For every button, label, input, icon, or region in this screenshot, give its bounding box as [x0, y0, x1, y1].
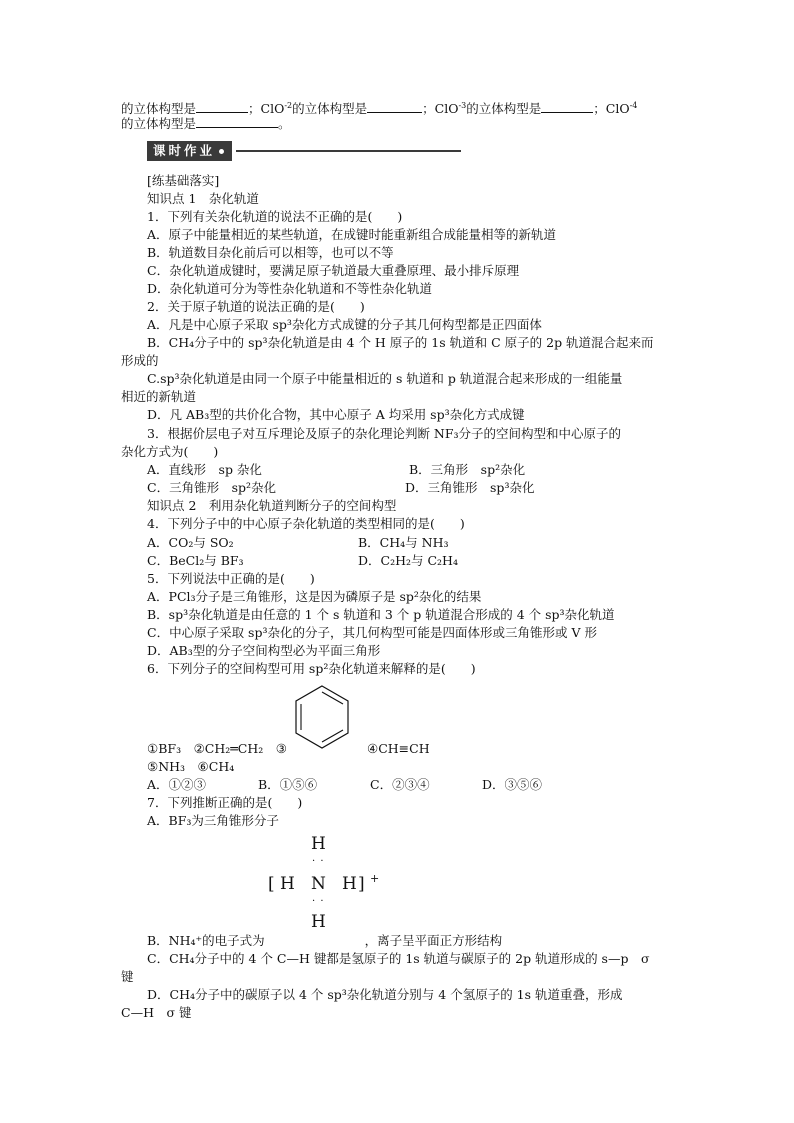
banner-tag [147, 141, 232, 161]
atom-h-bottom: H [311, 912, 326, 932]
q2-option-c-cont: 相近的新轨道 [121, 389, 197, 404]
superscript: -2 [284, 101, 293, 110]
q7-option-c-cont: 键 [121, 969, 134, 984]
q5-stem: 5．下列说法中正确的是( ) [147, 571, 315, 586]
text: 的立体构型是 [292, 101, 368, 117]
q2-option-a[interactable]: A．凡是中心原子采取 sp³杂化方式成键的分子其几何构型都是正四面体 [147, 317, 542, 332]
charge: + [370, 872, 381, 885]
q6-stem: 6．下列分子的空间构型可用 sp²杂化轨道来解释的是( ) [147, 661, 476, 676]
electron-pair: · · [312, 896, 325, 907]
q3-stem: 3．根据价层电子对互斥理论及原子的杂化理论判断 NF₃分子的空间构型和中心原子的 [147, 426, 622, 441]
q1-option-b[interactable]: B．轨道数目杂化前后可以相等，也可以不等 [147, 245, 394, 260]
atom-h-left: H [280, 874, 295, 894]
q1-option-d[interactable]: D．杂化轨道可分为等性杂化轨道和不等性杂化轨道 [147, 281, 433, 296]
text: 的立体构型是 [121, 116, 197, 131]
electron-pair: · · [312, 856, 325, 867]
q7-option-b[interactable]: B．NH₄⁺的电子式为 ，离子呈平面正方形结构 [147, 933, 503, 948]
atom-n-center: N [311, 874, 326, 894]
knowledge-point-1: 知识点 1 杂化轨道 [147, 191, 259, 206]
q5-option-d[interactable]: D．AB₃型的分子空间构型必为平面三角形 [147, 643, 381, 658]
q4-option-d[interactable]: D．C₂H₂与 C₂H₄ [358, 553, 458, 568]
q7-option-d-cont: C—H σ 键 [121, 1005, 192, 1020]
q3-stem-cont: 杂化方式为( ) [121, 444, 219, 459]
atom-h-top: H [311, 834, 326, 854]
q2-option-b-cont: 形成的 [121, 353, 159, 368]
q3-option-b[interactable]: B．三角形 sp²杂化 [409, 462, 526, 477]
text: ；ClO [593, 101, 630, 117]
q5-option-c[interactable]: C．中心原子采取 sp³杂化的分子，其几何构型可能是四面体形或三角锥形或 V 形 [147, 625, 597, 640]
superscript: -3 [458, 101, 467, 110]
section-banner [147, 141, 461, 161]
top-line-2 [121, 115, 681, 133]
q1-option-a[interactable]: A．原子中能量相近的某些轨道，在成键时能重新组合成能量相等的新轨道 [147, 227, 557, 242]
bracket-right: ] [358, 874, 365, 894]
nh4-lewis-structure [262, 834, 392, 934]
bracket-left: [ [268, 874, 275, 894]
q6-item-4: ④CH≡CH [367, 741, 430, 756]
benzene-ring-diagram [293, 684, 351, 754]
q6-option-a[interactable]: A．①②③ [147, 777, 207, 792]
q6-option-b[interactable]: B．①⑤⑥ [258, 777, 318, 792]
q6-items-line-2: ⑤NH₃ ⑥CH₄ [147, 759, 235, 774]
banner-rule [236, 150, 461, 152]
q2-option-c[interactable]: C.sp³杂化轨道是由同一个原子中能量相近的 s 轨道和 p 轨道混合起来形成的一组能量 [147, 371, 623, 386]
atom-h-right: H [342, 874, 357, 894]
text: 的立体构型是 [466, 101, 542, 117]
q2-option-b[interactable]: B．CH₄分子中的 sp³杂化轨道是由 4 个 H 原子的 1s 轨道和 C 原子的 2p 轨道混合起来而 [147, 335, 654, 350]
section-title: [练基础落实] [147, 173, 220, 188]
q3-option-d[interactable]: D．三角锥形 sp³杂化 [405, 480, 535, 495]
answer-blank[interactable] [196, 115, 278, 128]
q7-option-a[interactable]: A．BF₃为三角锥形分子 [147, 813, 279, 828]
q2-option-d[interactable]: D．凡 AB₃型的共价化合物，其中心原子 A 均采用 sp³杂化方式成键 [147, 407, 525, 422]
text: 。 [278, 116, 291, 131]
q7-option-c[interactable]: C．CH₄分子中的 4 个 C—H 键都是氢原子的 1s 轨道与碳原子的 2p 轨道形成的 s—p σ [147, 951, 650, 966]
q4-option-c[interactable]: C．BeCl₂与 BF₃ [147, 553, 244, 568]
text: ；ClO [248, 101, 285, 117]
superscript: -4 [629, 101, 638, 110]
answer-blank[interactable] [367, 100, 422, 113]
benzene-icon [293, 684, 351, 750]
answer-blank[interactable] [196, 100, 248, 113]
q6-items-line-1: ①BF₃ ②CH₂═CH₂ ③ [147, 741, 287, 756]
text: ；ClO [422, 101, 459, 117]
q7-option-d[interactable]: D．CH₄分子中的碳原子以 4 个 sp³杂化轨道分别与 4 个氢原子的 1s 轨道重叠，形成 [147, 987, 623, 1002]
q4-option-b[interactable]: B．CH₄与 NH₃ [358, 535, 449, 550]
q2-stem: 2．关于原子轨道的说法正确的是( ) [147, 299, 365, 314]
q5-option-a[interactable]: A．PCl₃分子是三角锥形，这是因为磷原子是 sp²杂化的结果 [147, 589, 482, 604]
q6-option-c[interactable]: C．②③④ [370, 777, 430, 792]
q4-option-a[interactable]: A．CO₂与 SO₂ [147, 535, 234, 550]
q6-option-d[interactable]: D．③⑤⑥ [482, 777, 543, 792]
text: 的立体构型是 [121, 101, 197, 117]
q4-stem: 4．下列分子中的中心原子杂化轨道的类型相同的是( ) [147, 516, 465, 531]
q3-option-a[interactable]: A．直线形 sp 杂化 [147, 462, 262, 477]
q7-stem: 7．下列推断正确的是( ) [147, 795, 303, 810]
answer-blank[interactable] [541, 100, 593, 113]
banner-label: 课时作业 [153, 143, 216, 158]
q1-stem: 1．下列有关杂化轨道的说法不正确的是( ) [147, 209, 403, 224]
knowledge-point-2: 知识点 2 利用杂化轨道判断分子的空间构型 [147, 498, 397, 513]
bullet-icon [217, 147, 226, 156]
q3-option-c[interactable]: C．三角锥形 sp²杂化 [147, 480, 276, 495]
q5-option-b[interactable]: B．sp³杂化轨道是由任意的 1 个 s 轨道和 3 个 p 轨道混合形成的 4 个 sp³杂化轨道 [147, 607, 615, 622]
q1-option-c[interactable]: C．杂化轨道成键时，要满足原子轨道最大重叠原理、最小排斥原理 [147, 263, 520, 278]
